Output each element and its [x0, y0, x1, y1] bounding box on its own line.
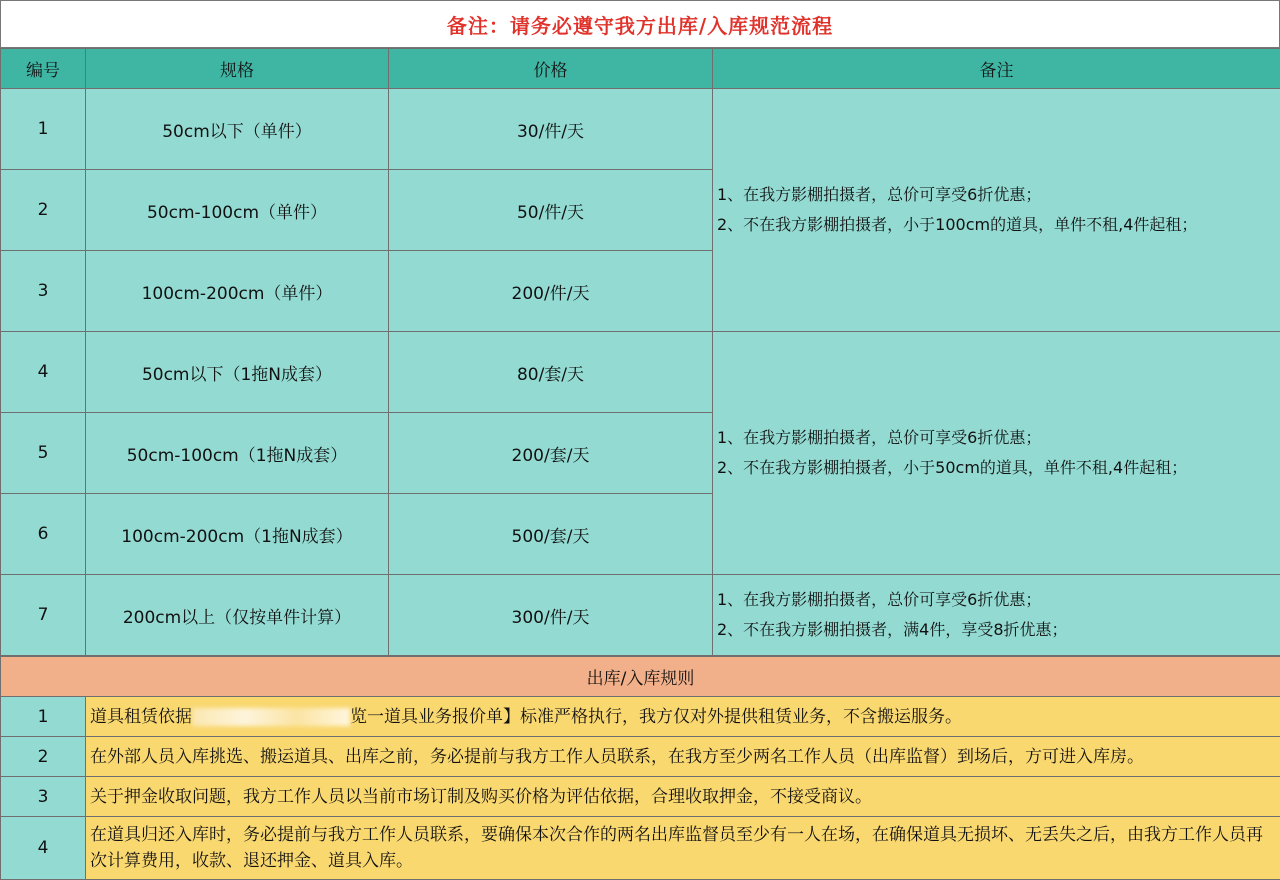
rule-text-before: 道具租赁依据: [90, 707, 192, 727]
row-no: 2: [1, 170, 86, 251]
remark-cell: [713, 89, 1280, 332]
row-spec: 100cm-200cm（单件）: [86, 251, 389, 332]
table-row: [1, 332, 1280, 413]
rule-row: [1, 737, 1280, 777]
rule-no: 1: [1, 697, 86, 737]
row-spec: 50cm以下（1拖N成套）: [86, 332, 389, 413]
rule-row: [1, 817, 1280, 880]
remark-line: 1、在我方影棚拍摄者，总价可享受6折优惠；: [717, 423, 1276, 453]
rule-text: [86, 697, 1280, 737]
price-table: [0, 48, 1280, 656]
rules-header-row: [1, 657, 1280, 697]
redacted-region: [192, 708, 350, 726]
row-no: 6: [1, 494, 86, 575]
rule-text-after: 览一道具业务报价单】标准严格执行，我方仅对外提供租赁业务，不含搬运服务。: [350, 707, 962, 727]
remark-line: 1、在我方影棚拍摄者，总价可享受6折优惠；: [717, 180, 1276, 210]
remark-line: 2、不在我方影棚拍摄者，小于100cm的道具，单件不租,4件起租；: [717, 210, 1276, 240]
row-no: 4: [1, 332, 86, 413]
row-spec: 50cm-100cm（1拖N成套）: [86, 413, 389, 494]
page-title: 备注：请务必遵守我方出库/入库规范流程: [0, 0, 1280, 48]
remark-cell: [713, 332, 1280, 575]
row-no: 5: [1, 413, 86, 494]
row-price: 80/套/天: [389, 332, 713, 413]
row-price: 500/套/天: [389, 494, 713, 575]
rules-table: [0, 656, 1280, 880]
row-price: 50/件/天: [389, 170, 713, 251]
remark-cell: [713, 575, 1280, 656]
row-spec: 200cm以上（仅按单件计算）: [86, 575, 389, 656]
remark-line: 1、在我方影棚拍摄者，总价可享受6折优惠；: [717, 585, 1276, 615]
row-price: 30/件/天: [389, 89, 713, 170]
rule-text: 在道具归还入库时，务必提前与我方工作人员联系，要确保本次合作的两名出库监督员至少有一人在场，在确保道具无损坏、无丢失之后，由我方工作人员再次计算费用，收款、退还押金、道具入库。: [86, 817, 1280, 880]
rule-row: [1, 697, 1280, 737]
rule-no: 2: [1, 737, 86, 777]
row-spec: 100cm-200cm（1拖N成套）: [86, 494, 389, 575]
table-row: [1, 89, 1280, 170]
row-no: 3: [1, 251, 86, 332]
remark-line: 2、不在我方影棚拍摄者，小于50cm的道具，单件不租,4件起租；: [717, 453, 1276, 483]
header-remark: 备注: [713, 49, 1280, 89]
rule-text: 在外部人员入库挑选、搬运道具、出库之前，务必提前与我方工作人员联系，在我方至少两名工作人员（出库监督）到场后，方可进入库房。: [86, 737, 1280, 777]
row-price: 200/套/天: [389, 413, 713, 494]
header-spec: 规格: [86, 49, 389, 89]
row-spec: 50cm以下（单件）: [86, 89, 389, 170]
table-header-row: [1, 49, 1280, 89]
rule-no: 4: [1, 817, 86, 880]
rules-title: 出库/入库规则: [1, 657, 1280, 697]
header-no: 编号: [1, 49, 86, 89]
row-no: 1: [1, 89, 86, 170]
row-no: 7: [1, 575, 86, 656]
row-price: 300/件/天: [389, 575, 713, 656]
header-price: 价格: [389, 49, 713, 89]
row-spec: 50cm-100cm（单件）: [86, 170, 389, 251]
rule-row: [1, 777, 1280, 817]
remark-line: 2、不在我方影棚拍摄者，满4件，享受8折优惠；: [717, 615, 1276, 645]
rule-text: 关于押金收取问题，我方工作人员以当前市场订制及购买价格为评估依据，合理收取押金，不接受商议。: [86, 777, 1280, 817]
table-row: [1, 575, 1280, 656]
rule-no: 3: [1, 777, 86, 817]
row-price: 200/件/天: [389, 251, 713, 332]
